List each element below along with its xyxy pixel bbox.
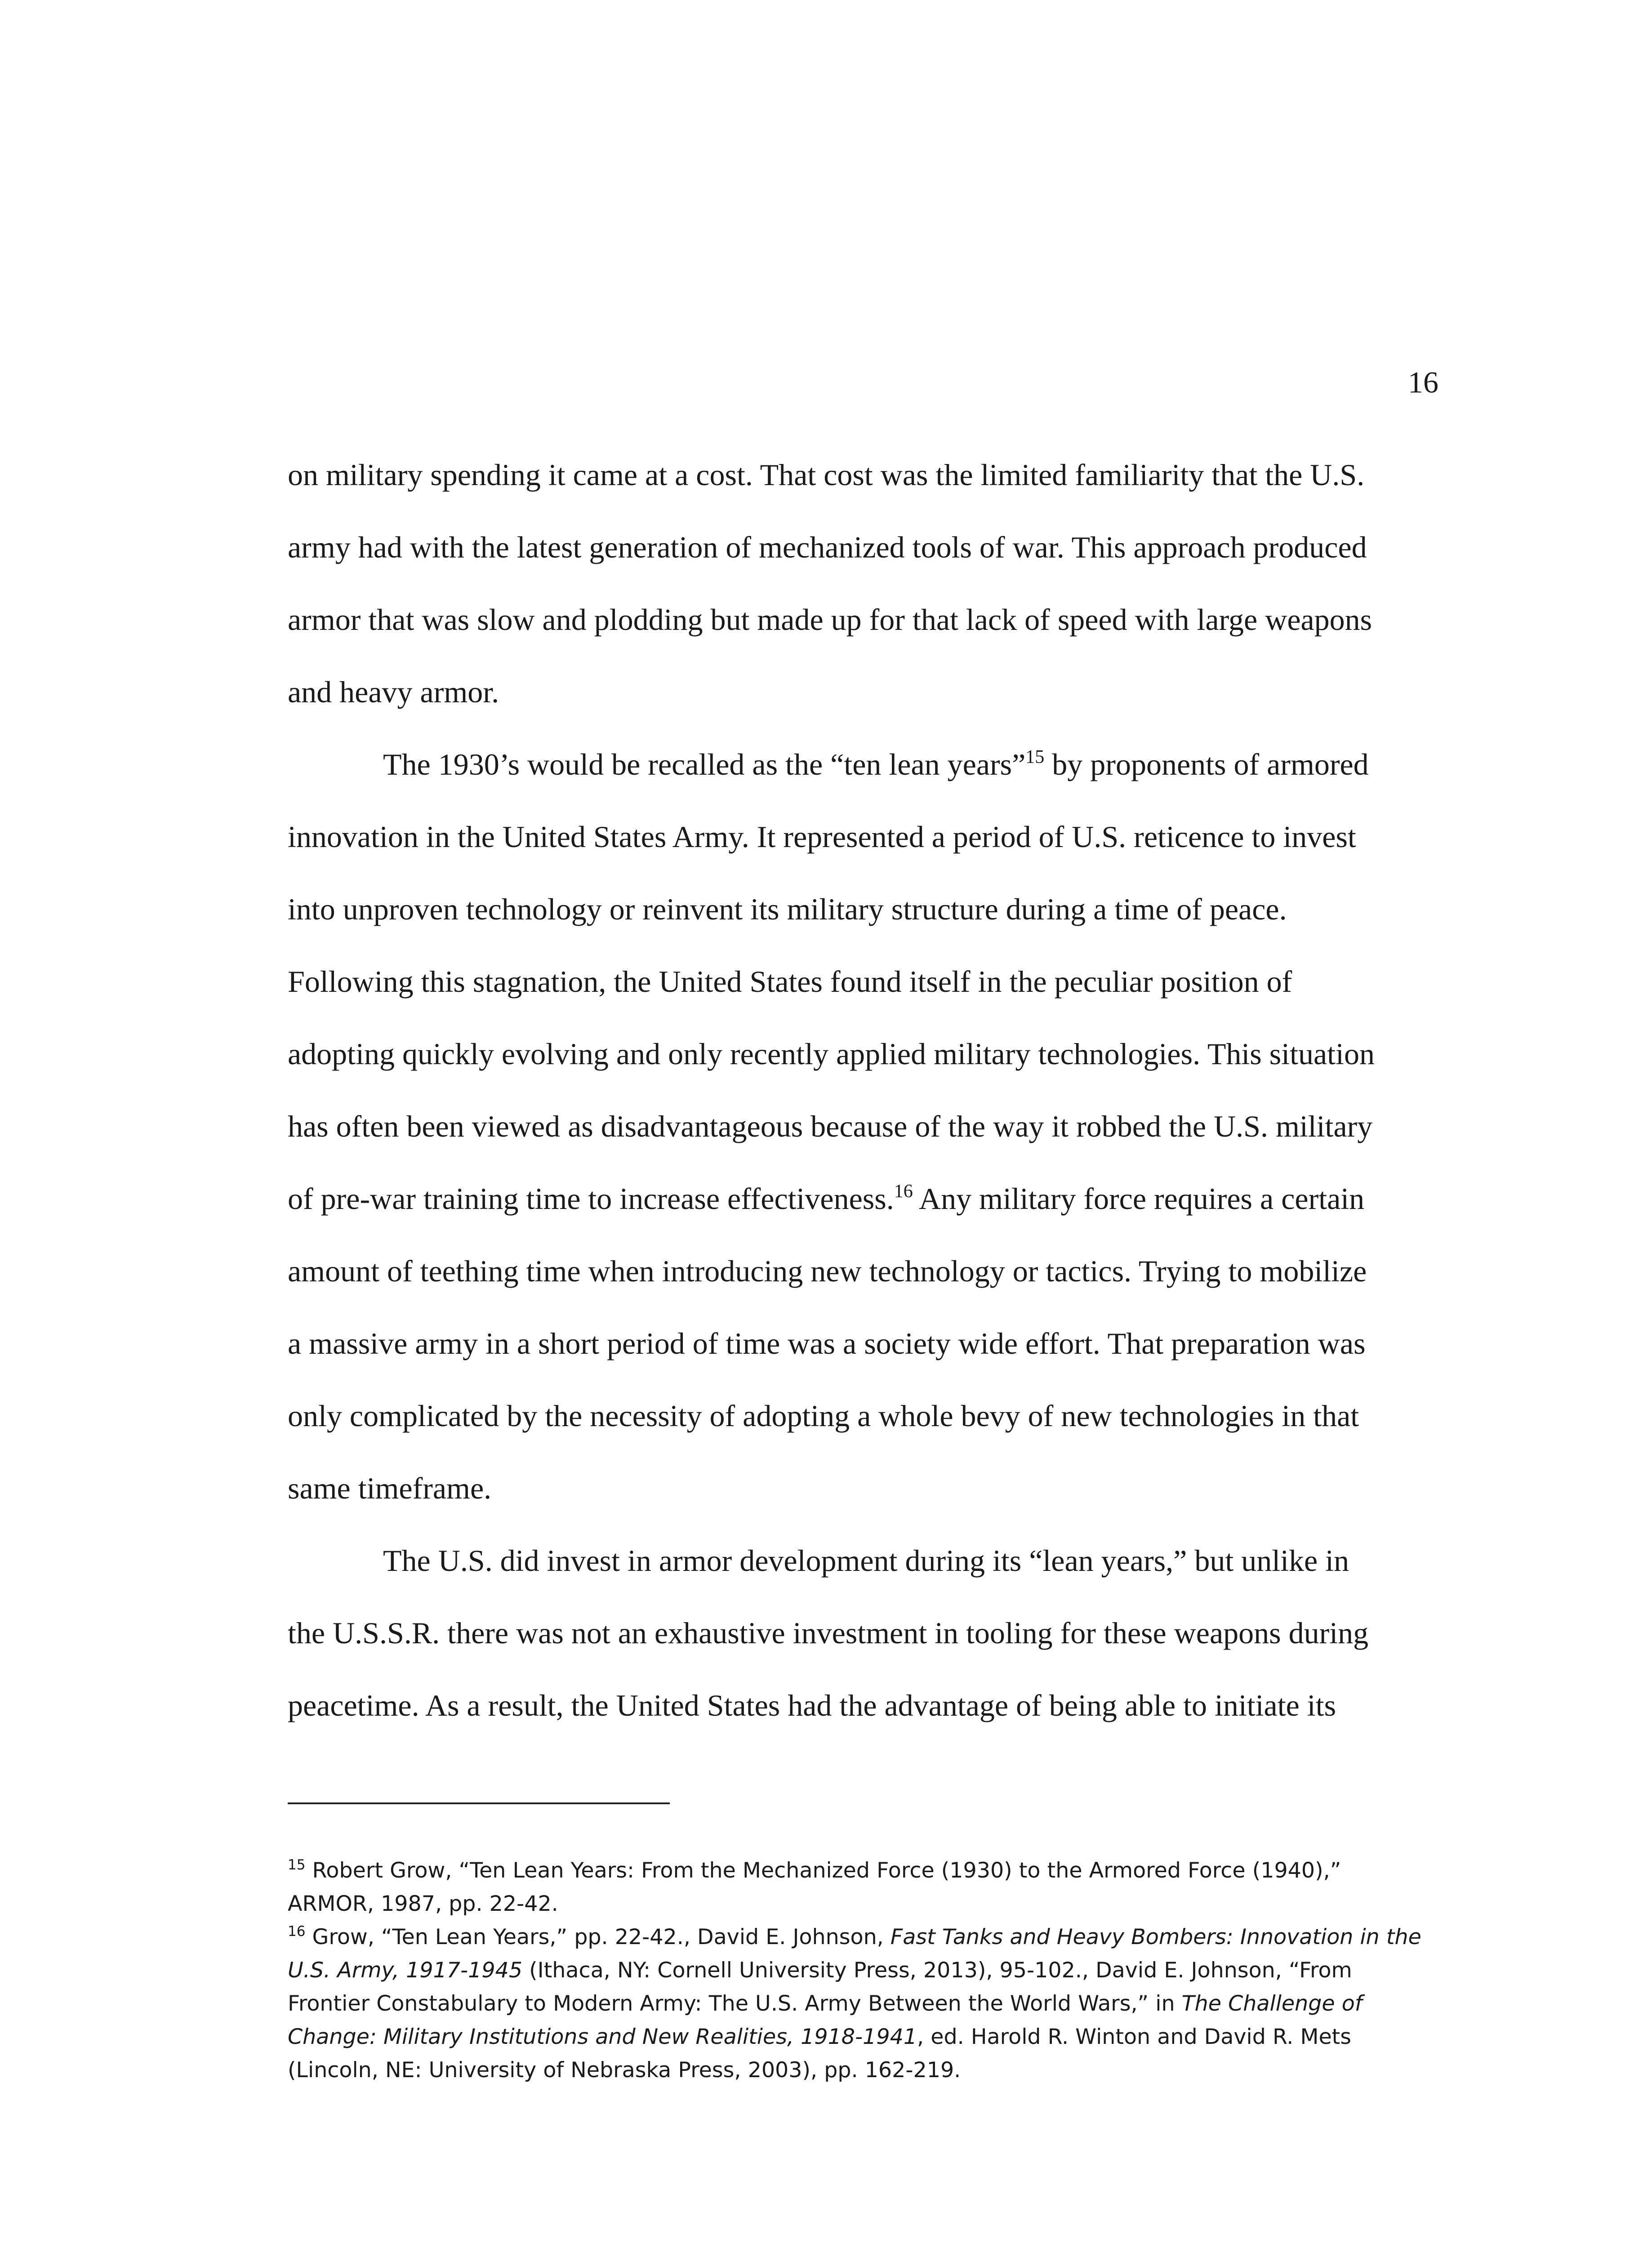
text-line xyxy=(288,1163,1438,1235)
footnote-title-italic: The Challenge of xyxy=(1181,1991,1363,2016)
text-line: adopting quickly evolving and only recently applied military technologies. This situation xyxy=(288,1037,1375,1071)
page-number: 16 xyxy=(1408,365,1438,399)
footnote-title-italic: Change: Military Institutions and New Realities, 1918-1941 xyxy=(288,2025,917,2049)
footnote-title-italic: Fast Tanks and Heavy Bombers: Innovation in the xyxy=(890,1925,1421,1949)
text-line: on military spending it came at a cost. That cost was the limited familiarity that the U.S. xyxy=(288,458,1365,492)
footnote-text: Grow, “Ten Lean Years,” pp. 22-42., David E. Johnson, xyxy=(305,1925,891,1949)
footnote-text: Frontier Constabulary to Modern Army: The U.S. Army Between the World Wars,” in xyxy=(288,1991,1182,2016)
footnote-15 xyxy=(288,1854,1438,1887)
footnote-number: 15 xyxy=(288,1857,306,1873)
text-line: has often been viewed as disadvantageous because of the way it robbed the U.S. military xyxy=(288,1109,1373,1143)
footnote-text-line xyxy=(288,2021,1438,2054)
footnote-ref-16[interactable]: 16 xyxy=(894,1181,913,1202)
footnote-text-line xyxy=(288,1954,1438,1987)
text-line: same timeframe. xyxy=(288,1471,492,1505)
text-line: and heavy armor. xyxy=(288,675,499,709)
text-line xyxy=(288,728,1438,801)
text-segment: of pre-war training time to increase effectiveness. xyxy=(288,1182,894,1216)
text-line: only complicated by the necessity of adopting a whole bevy of new technologies in that xyxy=(288,1399,1359,1433)
footnote-title-italic: U.S. Army, 1917-1945 xyxy=(288,1958,523,1983)
text-line: army had with the latest generation of mechanized tools of war. This approach produced xyxy=(288,530,1367,564)
text-segment: Any military force requires a certain xyxy=(913,1182,1365,1216)
text-segment: The 1930’s would be recalled as the “ten lean years” xyxy=(383,747,1026,781)
text-segment: by proponents of armored xyxy=(1044,747,1369,781)
text-line: Following this stagnation, the United States found itself in the peculiar position of xyxy=(288,964,1292,999)
footnote-text-line: (Lincoln, NE: University of Nebraska Press, 2003), pp. 162-219. xyxy=(288,2058,961,2083)
text-line: innovation in the United States Army. It represented a period of U.S. reticence to invest xyxy=(288,820,1356,854)
body-text xyxy=(288,439,1438,1742)
text-line: the U.S.S.R. there was not an exhaustive investment in tooling for these weapons during xyxy=(288,1616,1369,1650)
text-line: The U.S. did invest in armor development during its “lean years,” but unlike in xyxy=(383,1543,1349,1578)
footnote-text: Robert Grow, “Ten Lean Years: From the Mechanized Force (1930) to the Armored Force (1940),” xyxy=(305,1858,1341,1883)
text-line: amount of teething time when introducing new technology or tactics. Trying to mobilize xyxy=(288,1254,1367,1288)
footnote-16 xyxy=(288,1921,1438,1954)
footnote-ref-15[interactable]: 15 xyxy=(1025,747,1045,767)
footnote-text: , ed. Harold R. Winton and David R. Mets xyxy=(917,2025,1352,2049)
text-line: a massive army in a short period of time was a society wide effort. That preparation was xyxy=(288,1326,1366,1360)
footnote-text-line: ARMOR, 1987, pp. 22-42. xyxy=(288,1891,558,1916)
footnote-text-line xyxy=(288,1987,1438,2021)
footnote-text: (Ithaca, NY: Cornell University Press, 2013), 95-102., David E. Johnson, “From xyxy=(522,1958,1352,1983)
footnotes xyxy=(288,1854,1438,2087)
footnote-separator xyxy=(288,1802,670,1804)
text-line: into unproven technology or reinvent its military structure during a time of peace. xyxy=(288,892,1287,926)
text-line: armor that was slow and plodding but made up for that lack of speed with large weapons xyxy=(288,602,1372,637)
text-line: peacetime. As a result, the United States had the advantage of being able to initiate its xyxy=(288,1688,1336,1722)
footnote-number: 16 xyxy=(288,1923,306,1940)
